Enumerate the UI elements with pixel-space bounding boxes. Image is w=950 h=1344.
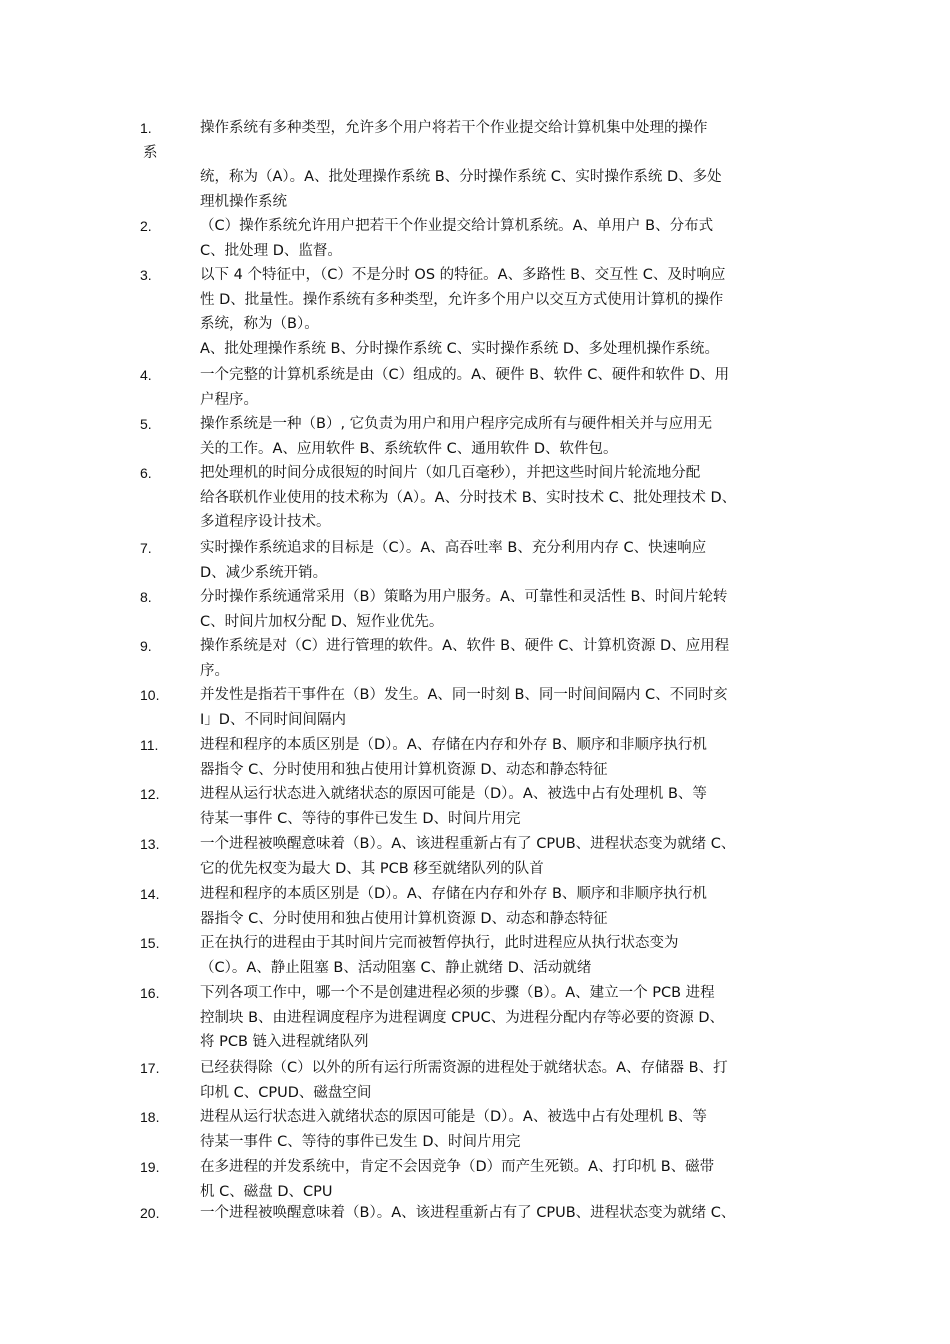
question-line: C、时间片加权分配 D、短作业优先。 — [200, 613, 444, 630]
question-line: 在多进程的并发系统中，肯定不会因竞争（D）而产生死锁。A、打印机 B、磁带 — [200, 1159, 715, 1175]
question-line: 器指令 C、分时使用和独占使用计算机资源 D、动态和静态特征 — [200, 910, 608, 927]
question-line: （C）。A、静止阻塞 B、活动阻塞 C、静止就绪 D、活动就绪 — [200, 959, 592, 976]
question-text — [200, 1155, 820, 1204]
question-line: 它的优先权变为最大 D、其 PCB 移至就绪队列的队首 — [200, 860, 544, 877]
question-line: 户程序。 — [200, 391, 258, 408]
question-line: 进程从运行状态进入就绪状态的原因可能是（D）。A、被选中占有处理机 B、等 — [200, 1109, 707, 1125]
question-line: 理机操作系统 — [200, 193, 287, 210]
question-line: 进程和程序的本质区别是（D）。A、存储在内存和外存 B、顺序和非顺序执行机 — [200, 886, 707, 902]
question-line: 分时操作系统通常采用（B）策略为用户服务。A、可靠性和灵活性 B、时间片轮转 — [200, 589, 728, 605]
question-text — [200, 412, 820, 461]
question-text — [200, 683, 820, 732]
question-line: 器指令 C、分时使用和独占使用计算机资源 D、动态和静态特征 — [200, 761, 608, 778]
question-line: 以下 4 个特征中，（C）不是分时 OS 的特征。A、多路性 B、交互性 C、及时响应 — [200, 267, 726, 283]
question-text — [200, 882, 820, 931]
question-number: 16. — [140, 985, 160, 1001]
question-number: 2. — [140, 218, 152, 234]
question-number: 15. — [140, 935, 160, 951]
question-line: 实时操作系统追求的目标是（C）。A、高吞吐率 B、充分利用内存 C、快速响应 — [200, 540, 707, 556]
question-line: 系统，称为（B）。 — [200, 316, 319, 332]
question-line: 正在执行的进程由于其时间片完而被暂停执行，此时进程应从执行状态变为 — [200, 935, 679, 951]
question-number: 1. — [140, 120, 152, 136]
question-line: 一个进程被唤醒意味着（B）。A、该进程重新占有了 CPUB、进程状态变为就绪 C、 — [200, 836, 736, 852]
question-line: A、批处理操作系统 B、分时操作系统 C、实时操作系统 D、多处理机操作系统。 — [200, 340, 719, 357]
question-text — [200, 634, 820, 683]
question-text — [200, 165, 820, 214]
question-line: 下列各项工作中，哪一个不是创建进程必须的步骤（B）。A、建立一个 PCB 进程 — [200, 985, 715, 1001]
question-line: 统，称为（A）。A、批处理操作系统 B、分时操作系统 C、实时操作系统 D、多处 — [200, 169, 722, 185]
question-number: 18. — [140, 1109, 160, 1125]
question-line: 序。 — [200, 662, 229, 679]
question-line: 把处理机的时间分成很短的时间片（如几百毫秒），并把这些时间片轮流地分配 — [200, 465, 701, 481]
question-line: 待某一事件 C、等待的事件已发生 D、时间片用完 — [200, 1133, 521, 1150]
question-text — [200, 461, 820, 535]
question-line: 进程从运行状态进入就绪状态的原因可能是（D）。A、被选中占有处理机 B、等 — [200, 786, 707, 802]
question-line: 进程和程序的本质区别是（D）。A、存储在内存和外存 B、顺序和非顺序执行机 — [200, 737, 707, 753]
question-line: 操作系统是一种（B）, 它负责为用户和用户程序完成所有与硬件相关并与应用无 — [200, 416, 713, 432]
question-number: 10. — [140, 687, 160, 703]
question-line: 待某一事件 C、等待的事件已发生 D、时间片用完 — [200, 810, 521, 827]
question-number: 12. — [140, 786, 160, 802]
question-line: 已经获得除（C）以外的所有运行所需资源的进程处于就绪状态。A、存储器 B、打 — [200, 1060, 728, 1076]
question-line: 一个进程被唤醒意味着（B）。A、该进程重新占有了 CPUB、进程状态变为就绪 C、 — [200, 1205, 736, 1221]
question-text — [200, 214, 820, 263]
question-text — [200, 981, 820, 1055]
question-line: 并发性是指若干事件在（B）发生。A、同一时刻 B、同一时间间隔内 C、不同时亥 — [200, 687, 728, 703]
question-line: 多道程序设计技术。 — [200, 514, 331, 530]
question-text — [200, 1056, 820, 1105]
question-line: I」D、不同时间间隔内 — [200, 711, 346, 728]
question-number: 8. — [140, 589, 152, 605]
question-number: 9. — [140, 638, 152, 654]
question-line: 机 C、磁盘 D、CPU — [200, 1183, 333, 1200]
question-number: 11. — [140, 737, 159, 753]
question-number: 4. — [140, 367, 152, 383]
question-line: 将 PCB 链入进程就绪队列 — [200, 1034, 369, 1050]
question-number: 7. — [140, 540, 152, 556]
question-line: 操作系统是对（C）进行管理的软件。A、软件 B、硬件 C、计算机资源 D、应用程 — [200, 638, 730, 654]
question-number: 14. — [140, 886, 160, 902]
question-number: 5. — [140, 416, 152, 432]
question-line: C、批处理 D、监督。 — [200, 242, 342, 259]
question-text — [200, 363, 820, 412]
question-line: 关的工作。A、应用软件 B、系统软件 C、通用软件 D、软件包。 — [200, 440, 618, 457]
question-number: 6. — [140, 465, 152, 481]
question-text — [200, 263, 820, 361]
question-text — [200, 585, 820, 634]
question-line: （C）操作系统允许用户把若干个作业提交给计算机系统。A、单用户 B、分布式 — [200, 218, 714, 234]
question-text — [200, 1105, 820, 1154]
question-text — [200, 1201, 820, 1226]
question-text — [200, 536, 820, 585]
question-line: 控制块 B、由进程调度程序为进程调度 CPUC、为进程分配内存等必要的资源 D、 — [200, 1009, 725, 1026]
question-text — [200, 733, 820, 782]
question-text — [200, 931, 820, 980]
question-number: 13. — [140, 836, 160, 852]
question-line: 给各联机作业使用的技术称为（A）。A、分时技术 B、实时技术 C、批处理技术 D、 — [200, 489, 737, 506]
question-line: 一个完整的计算机系统是由（C）组成的。A、硬件 B、软件 C、硬件和软件 D、用 — [200, 367, 730, 383]
question-number: 17. — [140, 1060, 160, 1076]
question-line: 操作系统有多种类型，允许多个用户将若干个作业提交给计算机集中处理的操作 — [200, 120, 708, 136]
question-number: 19. — [140, 1159, 160, 1175]
wrapped-character: 系 — [143, 144, 158, 161]
question-line: 印机 C、CPUD、磁盘空间 — [200, 1084, 372, 1101]
question-number: 20. — [140, 1205, 160, 1221]
question-line: D、减少系统开销。 — [200, 564, 328, 581]
question-text — [200, 782, 820, 831]
question-line: 性 D、批量性。操作系统有多种类型，允许多个用户以交互方式使用计算机的操作 — [200, 291, 724, 308]
question-number: 3. — [140, 267, 152, 283]
question-text — [200, 832, 820, 881]
question-text — [200, 116, 820, 141]
